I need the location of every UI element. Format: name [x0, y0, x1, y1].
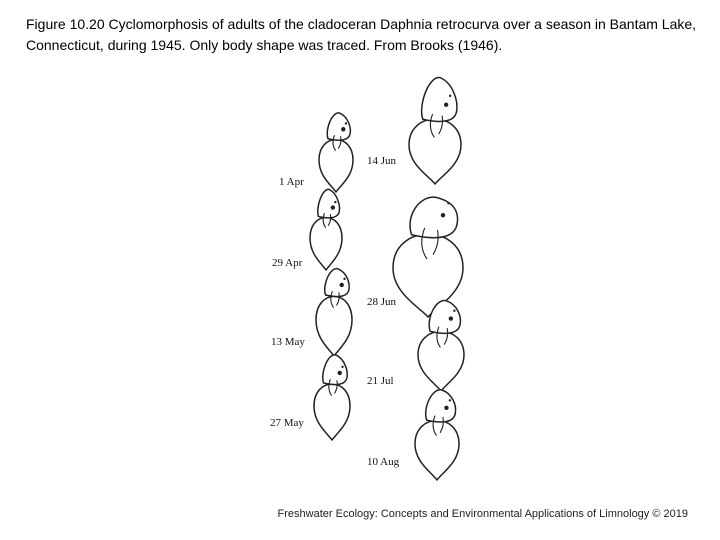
date-label: 21 Jul	[367, 375, 394, 387]
head-helmet-outline	[323, 355, 347, 385]
daphnia-specimen	[415, 390, 459, 480]
head-helmet-outline	[327, 113, 350, 140]
daphnia-specimen	[316, 269, 352, 356]
daphnia-specimen	[310, 189, 342, 270]
carapace-outline	[314, 384, 350, 440]
carapace-outline	[310, 218, 342, 270]
source-footer: Freshwater Ecology: Concepts and Environmental Applications of Limnology © 2019	[277, 508, 688, 520]
figure-caption: Figure 10.20 Cyclomorphosis of adults of the cladoceran Daphnia retrocurva over a season in Bantam Lake, Connecticut, during 1945. Only body shape was traced. From Brooks (1946).	[26, 16, 697, 53]
date-label: 29 Apr	[272, 257, 303, 269]
eye-icon	[331, 205, 335, 209]
eye-icon	[444, 103, 448, 107]
date-label: 1 Apr	[279, 176, 304, 188]
ocellus-icon	[341, 366, 343, 368]
eye-icon	[338, 371, 342, 375]
carapace-outline	[418, 331, 464, 391]
date-label: 10 Aug	[367, 456, 400, 468]
head-helmet-outline	[422, 78, 457, 122]
ocellus-icon	[345, 122, 347, 124]
eye-icon	[341, 127, 345, 131]
daphnia-specimen	[314, 355, 350, 440]
date-label: 28 Jun	[367, 296, 397, 308]
ocellus-icon	[449, 399, 451, 401]
head-helmet-outline	[426, 390, 456, 422]
date-label: 14 Jun	[367, 155, 397, 167]
daphnia-specimen	[393, 197, 463, 317]
daphnia-specimen	[319, 113, 353, 192]
ocellus-icon	[343, 278, 345, 280]
carapace-outline	[409, 119, 461, 184]
carapace-outline	[316, 296, 352, 356]
carapace-outline	[319, 140, 353, 192]
ocellus-icon	[449, 95, 451, 97]
head-helmet-outline	[410, 197, 458, 238]
eye-icon	[444, 406, 448, 410]
ocellus-icon	[453, 310, 455, 312]
eye-icon	[449, 316, 453, 320]
carapace-outline	[415, 420, 459, 480]
eye-icon	[340, 283, 344, 287]
date-label: 27 May	[270, 417, 304, 429]
head-helmet-outline	[325, 269, 349, 297]
date-label: 13 May	[271, 336, 305, 348]
ocellus-icon	[334, 201, 336, 203]
daphnia-specimen	[409, 78, 461, 184]
daphnia-specimens	[310, 78, 464, 480]
eye-icon	[441, 213, 445, 217]
ocellus-icon	[447, 202, 449, 204]
head-helmet-outline	[318, 189, 340, 217]
